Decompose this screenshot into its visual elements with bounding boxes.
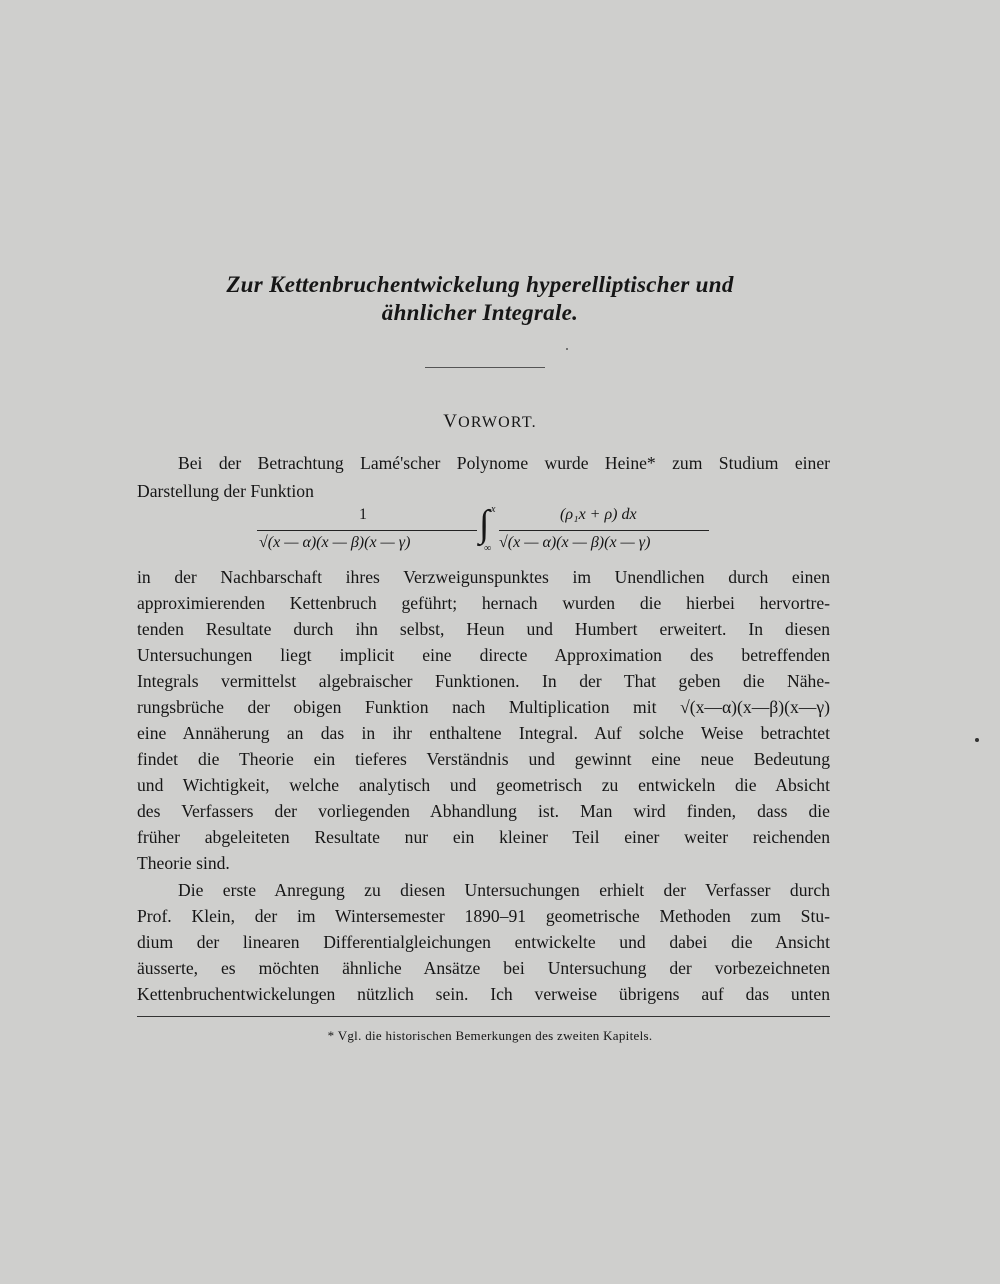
heading-initial: V <box>443 411 459 432</box>
text-line: und Wichtigkeit, welche analytisch und geometrisch zu entwickeln die Absicht <box>137 775 830 795</box>
text-line: des Verfassers der vorliegenden Abhandlung ist. Man wird finden, dass die <box>137 801 830 821</box>
text-line: früher abgeleiteten Resultate nur ein kleiner Teil einer weiter reichenden <box>137 827 830 847</box>
text-line: Kettenbruchentwickelungen nützlich sein. Ich verweise übrigens auf das unten <box>137 984 830 1004</box>
formula-denominator-right: √(x — α)(x — β)(x — γ) <box>499 534 651 551</box>
formula-numerator-right: (ρ₁x + ρ) dx <box>560 506 637 523</box>
section-heading <box>100 411 880 433</box>
fraction-bar-right <box>499 530 709 531</box>
text-line: Darstellung der Funktion <box>137 481 314 501</box>
footnote: * Vgl. die historischen Bemerkungen des zweiten Kapitels. <box>327 1028 653 1043</box>
text-line: Theorie sind. <box>137 853 230 873</box>
formula-denominator-left: √(x — α)(x — β)(x — γ) <box>259 534 411 551</box>
text-line: eine Annäherung an das in ihr enthaltene Integral. Auf solche Weise betrachtet <box>137 723 830 743</box>
text-line: findet die Theorie ein tieferes Verständnis und gewinnt eine neue Bedeutung <box>137 749 830 769</box>
text-line: Integrals vermittelst algebraischer Funktionen. In der That geben die Nähe- <box>137 671 830 691</box>
text-line: äusserte, es möchten ähnliche Ansätze bei Untersuchung der vorbezeichneten <box>137 958 830 978</box>
text-line: tenden Resultate durch ihn selbst, Heun und Humbert erweitert. In diesen <box>137 619 830 639</box>
fraction-bar-left <box>257 530 477 531</box>
text-line: rungsbrüche der obigen Funktion nach Multiplication mit √(x—α)(x—β)(x—γ) <box>137 697 830 717</box>
formula-numerator-left: 1 <box>359 506 367 523</box>
text-line: Prof. Klein, der im Wintersemester 1890–91 geometrische Methoden zum Stu- <box>137 906 830 926</box>
title-line-2: ähnlicher Integrale. <box>381 300 579 325</box>
ink-speck <box>975 738 979 742</box>
integral-lower-limit: ∞ <box>484 543 492 554</box>
title-separator-rule <box>425 367 545 368</box>
integral-upper-limit: x <box>491 504 496 515</box>
text-line: in der Nachbarschaft ihres Verzweigunspunktes im Unendlichen durch einen <box>137 567 830 587</box>
text-line: approximierenden Kettenbruch geführt; hernach wurden die hierbei hervortre- <box>137 593 830 613</box>
integral-sign: ∫ <box>479 503 490 545</box>
title-line-1: Zur Kettenbruchentwickelung hyperelliptischer und <box>226 272 734 297</box>
text-line: Untersuchungen liegt implicit eine directe Approximation des betreffenden <box>137 645 830 665</box>
heading-rest: ORWORT. <box>458 414 537 431</box>
text-line: Bei der Betrachtung Lamé'scher Polynome wurde Heine* zum Studium einer <box>178 453 830 473</box>
text-line: Die erste Anregung zu diesen Untersuchungen erhielt der Verfasser durch <box>178 880 830 900</box>
display-formula <box>255 503 715 558</box>
ink-speck <box>566 348 568 350</box>
footnote-rule <box>137 1016 830 1017</box>
text-line: dium der linearen Differentialgleichungen entwickelte und dabei die Ansicht <box>137 932 830 952</box>
